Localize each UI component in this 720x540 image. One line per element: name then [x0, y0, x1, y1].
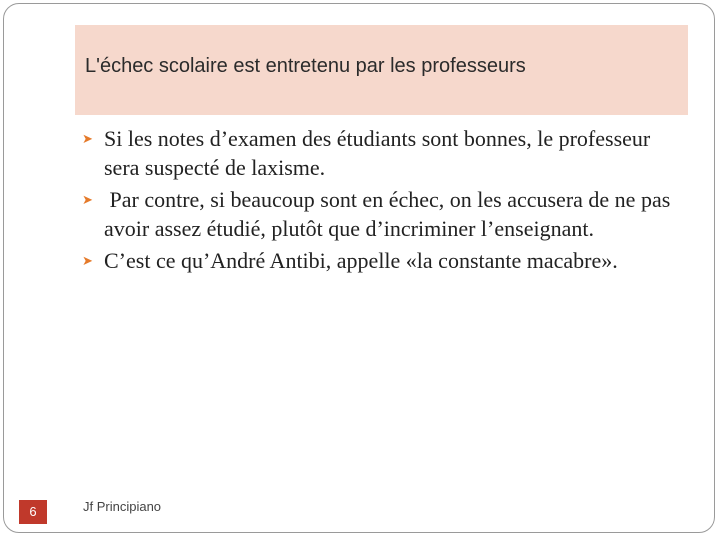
- bullet-item: [82, 246, 682, 275]
- page-number-badge: 6: [19, 500, 47, 524]
- arrowhead-bullet-icon: ➤: [82, 131, 93, 146]
- bullet-list: [82, 124, 682, 278]
- bullet-text: C’est ce qu’André Antibi, appelle «la constante macabre».: [104, 248, 618, 273]
- slide-frame: [3, 3, 715, 533]
- title-band: [75, 25, 688, 115]
- bullet-item: [82, 124, 682, 182]
- bullet-text: Si les notes d’examen des étudiants sont bonnes, le professeur sera suspecté de laxisme.: [104, 126, 651, 180]
- slide-title: L'échec scolaire est entretenu par les professeurs: [85, 55, 526, 77]
- footer-author: Jf Principiano: [83, 499, 162, 514]
- arrowhead-bullet-icon: ➤: [82, 253, 93, 268]
- arrowhead-bullet-icon: ➤: [82, 192, 93, 207]
- bullet-item: [82, 185, 682, 243]
- bullet-text: Par contre, si beaucoup sont en échec, on les accusera de ne pas avoir assez étudié, plutôt que d’incriminer l’enseignant.: [104, 187, 676, 241]
